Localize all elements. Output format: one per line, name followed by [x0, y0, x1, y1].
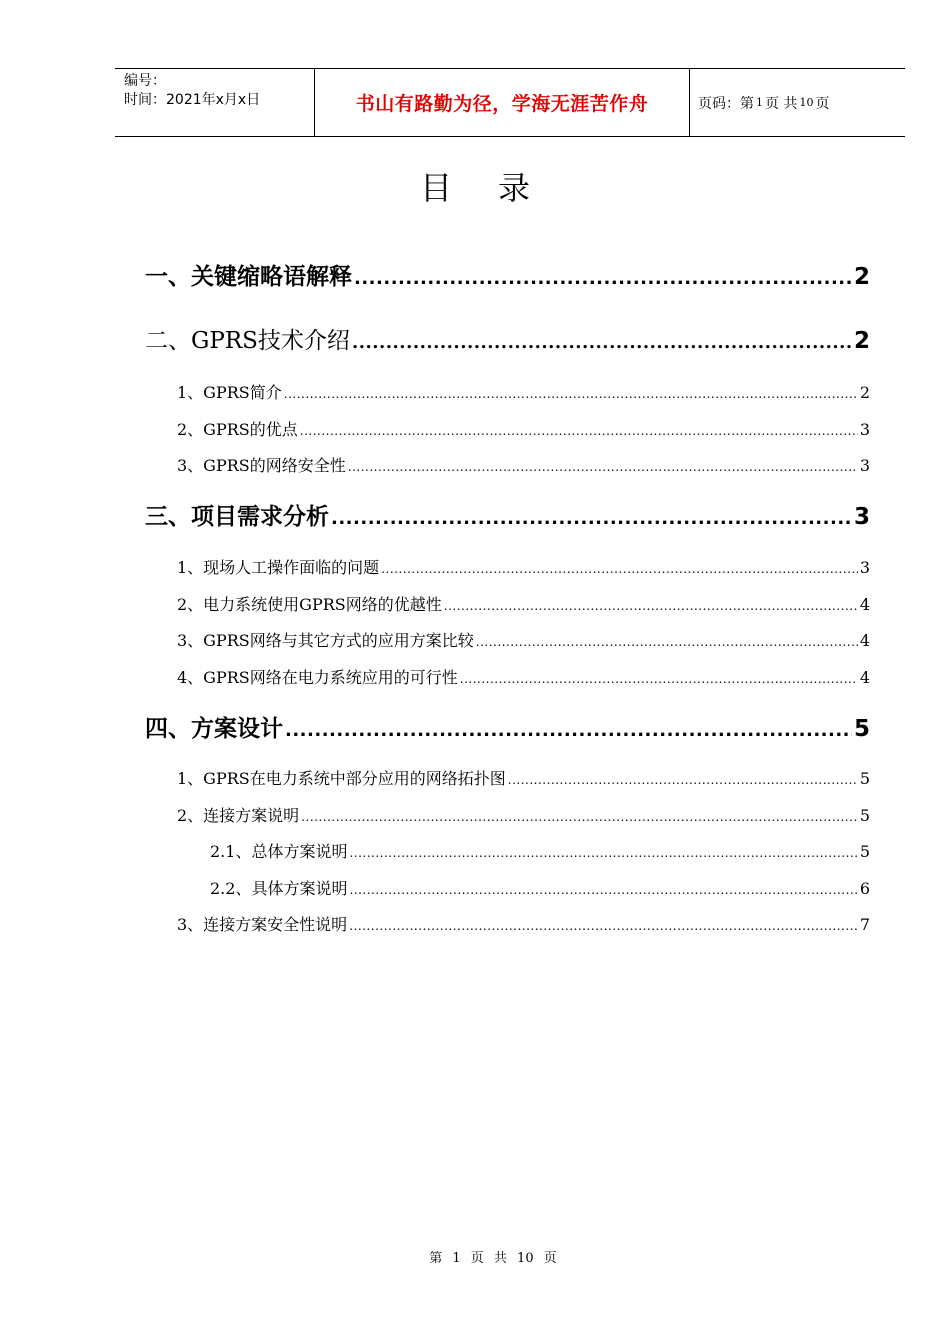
- toc-label: 3、连接方案安全性说明: [177, 915, 348, 934]
- page-total: 10: [799, 96, 814, 109]
- toc-page: 5: [859, 769, 870, 788]
- toc-label: 1、GPRS简介: [177, 383, 282, 402]
- toc-label: 1、现场人工操作面临的问题: [177, 558, 380, 577]
- page-prefix: 页码：第: [698, 95, 754, 112]
- toc-label: 2.1、总体方案说明: [210, 842, 348, 861]
- toc-page: 3: [853, 504, 870, 530]
- toc-entry-3-3[interactable]: [177, 628, 870, 651]
- toc-entry-2-2[interactable]: [177, 417, 870, 440]
- page-title: 目录: [419, 169, 576, 207]
- toc-label: 四、方案设计: [145, 716, 283, 742]
- toc-label: 三、项目需求分析: [145, 504, 329, 530]
- toc-leader: [381, 562, 858, 578]
- toc-entry-3-4[interactable]: [177, 665, 870, 688]
- toc-page: 6: [859, 879, 870, 898]
- toc-page: 5: [859, 842, 870, 861]
- toc-entry-3-1[interactable]: [177, 555, 870, 578]
- header-page-info: [690, 69, 905, 136]
- toc-entry-1[interactable]: [145, 258, 870, 291]
- toc-label: 4、GPRS网络在电力系统应用的可行性: [177, 668, 458, 687]
- toc-leader: [354, 268, 852, 291]
- document-time-label: 时间：2021年x月x日: [124, 92, 261, 108]
- toc-page: 3: [859, 456, 870, 475]
- toc-page: 3: [859, 420, 870, 439]
- toc-entry-2-3[interactable]: [177, 453, 870, 476]
- toc-page: 2: [853, 264, 870, 290]
- page-header: [115, 68, 905, 137]
- toc-leader: [460, 672, 858, 688]
- toc-label: 2.2、具体方案说明: [210, 879, 348, 898]
- toc-label: 2、连接方案说明: [177, 806, 300, 825]
- toc-label: 1、GPRS在电力系统中部分应用的网络拓扑图: [177, 769, 506, 788]
- toc-leader: [349, 919, 858, 935]
- toc-entry-4[interactable]: [145, 710, 870, 743]
- toc-page: 2: [853, 328, 870, 354]
- toc-entry-4-3[interactable]: [177, 912, 870, 935]
- toc-leader: [476, 635, 858, 651]
- toc-entry-3[interactable]: [145, 498, 870, 531]
- toc-page: 4: [859, 631, 870, 650]
- toc-label: 一、关键缩略语解释: [145, 264, 352, 290]
- toc-leader: [301, 810, 858, 826]
- toc-entry-4-2-1[interactable]: [210, 839, 870, 862]
- toc-page: 5: [853, 716, 870, 742]
- toc-entry-4-2[interactable]: [177, 803, 870, 826]
- toc-entry-4-1[interactable]: [177, 766, 870, 789]
- toc-leader: [352, 332, 852, 355]
- toc-entry-2[interactable]: [145, 322, 870, 355]
- toc-page: 5: [859, 806, 870, 825]
- toc-leader: [444, 599, 858, 615]
- toc-leader: [508, 773, 858, 789]
- toc-leader: [300, 424, 858, 440]
- toc-page: 7: [859, 915, 870, 934]
- toc-label: 2、GPRS的优点: [177, 420, 298, 439]
- toc-leader: [285, 720, 852, 743]
- toc-label: 3、GPRS网络与其它方式的应用方案比较: [177, 631, 474, 650]
- toc-leader: [348, 460, 858, 476]
- page-mid: 页 共: [765, 95, 798, 112]
- toc-leader: [349, 883, 857, 899]
- toc-entry-3-2[interactable]: [177, 592, 870, 615]
- toc-label: 二、GPRS技术介绍: [145, 328, 350, 354]
- toc-leader: [284, 387, 858, 403]
- toc-page: 2: [859, 383, 870, 402]
- toc-page: 4: [859, 668, 870, 687]
- toc-label: 3、GPRS的网络安全性: [177, 456, 346, 475]
- toc-leader: [349, 846, 857, 862]
- header-meta: [115, 69, 315, 136]
- page-current: 1: [756, 96, 763, 109]
- toc-entry-4-2-2[interactable]: [210, 876, 870, 899]
- page-footer: 第 1 页 共 10 页: [429, 1251, 557, 1266]
- page-suffix: 页: [815, 95, 830, 112]
- header-motto: 书山有路勤为径，学海无涯苦作舟: [315, 69, 690, 136]
- toc-page: 4: [859, 595, 870, 614]
- toc-leader: [331, 508, 852, 531]
- toc-page: 3: [859, 558, 870, 577]
- toc-label: 2、电力系统使用GPRS网络的优越性: [177, 595, 442, 614]
- toc-entry-2-1[interactable]: [177, 380, 870, 403]
- document-number-label: 编号：: [124, 73, 166, 89]
